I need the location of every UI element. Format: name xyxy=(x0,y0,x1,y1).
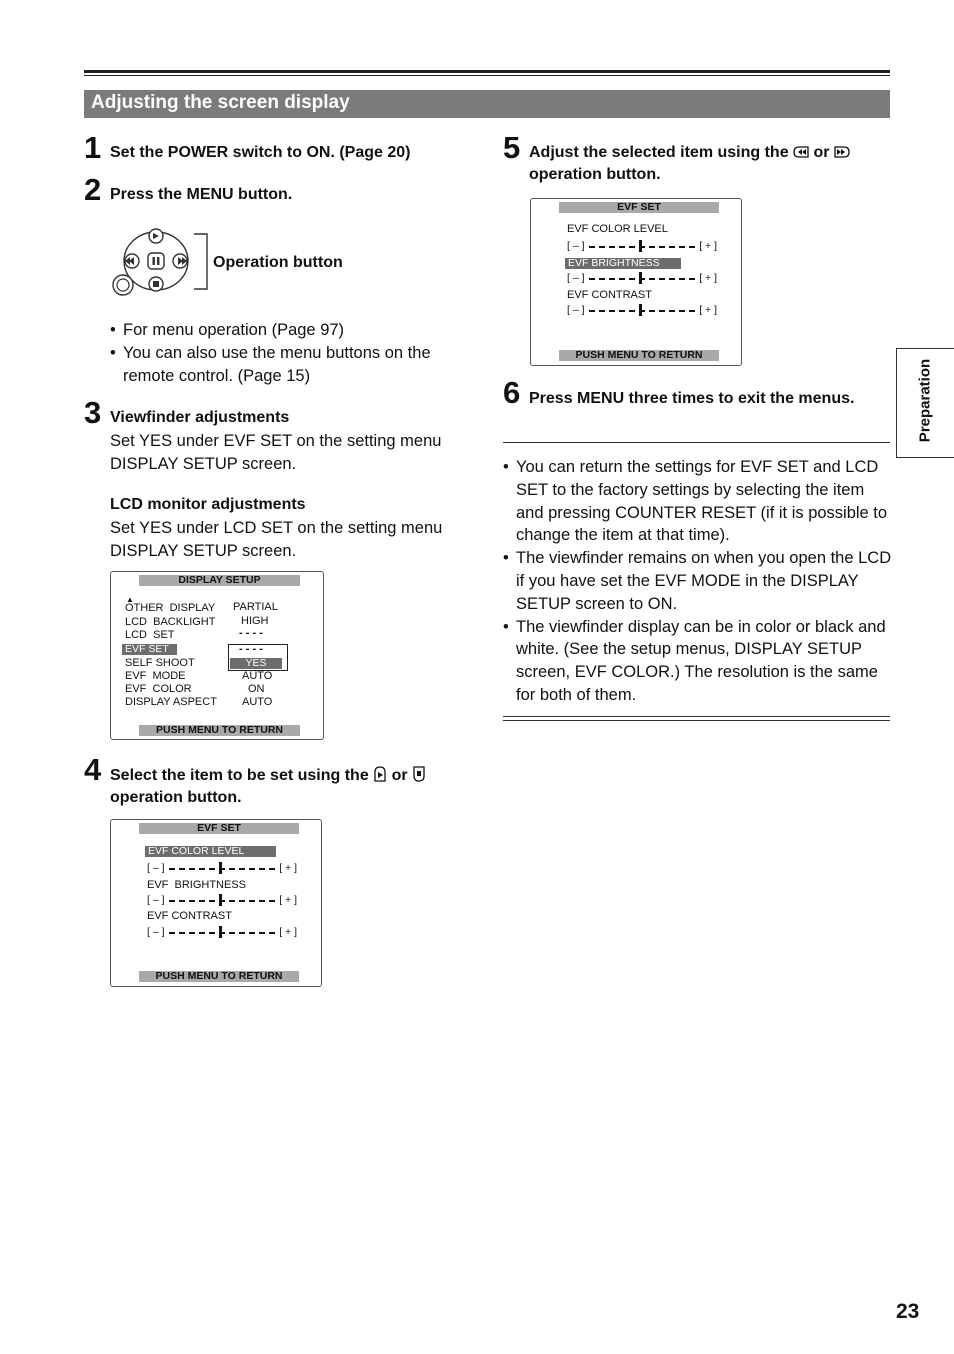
step-5-text-a: Adjust the selected item using the xyxy=(529,144,789,161)
menu-row-value: AUTO xyxy=(242,696,273,708)
scale-marker xyxy=(219,926,222,938)
screen-footer: PUSH MENU TO RETURN xyxy=(139,725,300,736)
chapter-tab-label: Preparation xyxy=(916,358,934,443)
menu-row-value: - - - - xyxy=(239,643,263,655)
step-3-sub-body: Set YES under LCD SET on the setting menu DISPLAY SETUP screen. xyxy=(110,519,443,560)
menu-row-label: EVF MODE xyxy=(125,670,186,682)
step-4-or: or xyxy=(391,767,408,784)
menu-row-value: - - - - xyxy=(239,627,263,639)
step-6-number: 6 xyxy=(503,375,521,410)
notes-rule-top xyxy=(503,442,890,443)
step-4-text-a: Select the item to be set using the xyxy=(110,767,369,784)
scale-track xyxy=(589,246,695,248)
step-3-number: 3 xyxy=(84,395,102,430)
scale-minus-label: [ – ] xyxy=(147,894,165,906)
fast-forward-button-icon xyxy=(834,145,850,159)
screen-footer: PUSH MENU TO RETURN xyxy=(559,350,719,361)
level-scale xyxy=(147,894,297,906)
menu-row-value: ON xyxy=(248,683,265,695)
notes-rule-bottom xyxy=(503,716,890,717)
step-5-number: 5 xyxy=(503,130,521,165)
scale-marker xyxy=(219,862,222,874)
menu-row-label: LCD SET xyxy=(125,629,175,641)
menu-row-value: PARTIAL xyxy=(233,601,278,613)
scale-plus-label: [ + ] xyxy=(279,862,297,874)
scale-minus-label: [ – ] xyxy=(147,862,165,874)
header-rule-thin xyxy=(84,75,890,76)
step-2-number: 2 xyxy=(84,172,102,207)
level-scale xyxy=(567,240,717,252)
bullet-item: • You can also use the menu buttons on the remote control. (Page 15) xyxy=(110,342,455,388)
option-selected: YES xyxy=(230,658,282,669)
note-item: • The viewfinder display can be in color or black and white. (See the setup menus, DISPLAY SETUP screen, EVF COLOR.) The resolution is the same for both of them. xyxy=(503,616,892,707)
scroll-up-icon: ▲ xyxy=(126,595,134,604)
step-2-bullets xyxy=(110,319,455,387)
operation-button-icon xyxy=(110,226,214,300)
level-scale xyxy=(147,926,297,938)
menu-row-label: EVF COLOR xyxy=(125,683,192,695)
scale-track xyxy=(169,868,275,870)
scale-plus-label: [ + ] xyxy=(699,240,717,252)
note-item: • The viewfinder remains on when you open the LCD if you have set the EVF MODE in the DISPLAY SETUP screen to ON. xyxy=(503,547,892,615)
step-5-or: or xyxy=(813,144,830,161)
screen-title: EVF SET xyxy=(139,823,299,834)
scale-marker xyxy=(639,240,642,252)
note-item: • You can return the settings for EVF SET and LCD SET to the factory settings by selecting the item and pressing COUNTER RESET (if it is possible to change the item at that time). xyxy=(503,456,892,547)
menu-row-label: LCD BACKLIGHT xyxy=(125,616,216,628)
display-setup-screen xyxy=(110,571,324,740)
page-number: 23 xyxy=(896,1300,920,1323)
step-1-number: 1 xyxy=(84,130,102,165)
screen-title: DISPLAY SETUP xyxy=(139,575,300,586)
evf-set-screen-brightness xyxy=(530,198,742,366)
step-4-text-b: operation button. xyxy=(110,789,242,806)
step-5-text-b: operation button. xyxy=(529,166,661,183)
step-4-number: 4 xyxy=(84,752,102,787)
evf-set-screen-color-level xyxy=(110,819,322,987)
scale-plus-label: [ + ] xyxy=(699,272,717,284)
step-5-text xyxy=(529,142,889,186)
level-scale xyxy=(147,862,297,874)
scale-minus-label: [ – ] xyxy=(567,304,585,316)
scale-plus-label: [ + ] xyxy=(279,894,297,906)
scale-plus-label: [ + ] xyxy=(279,926,297,938)
step-3-subtitle: LCD monitor adjustments xyxy=(110,496,306,513)
menu-row-value: AUTO xyxy=(242,670,273,682)
step-3-text: Viewfinder adjustments xyxy=(110,409,290,426)
up-button-icon xyxy=(373,766,387,782)
step-6-text: Press MENU three times to exit the menus. xyxy=(529,390,855,407)
scale-minus-label: [ – ] xyxy=(147,926,165,938)
screen-footer: PUSH MENU TO RETURN xyxy=(139,971,299,982)
scale-track xyxy=(589,310,695,312)
menu-row-label: EVF CONTRAST xyxy=(147,910,232,922)
menu-row-label: DISPLAY ASPECT xyxy=(125,696,217,708)
menu-row-label: EVF COLOR LEVEL xyxy=(567,223,668,235)
scale-marker xyxy=(639,272,642,284)
operation-button-label: Operation button xyxy=(213,254,343,271)
scale-minus-label: [ – ] xyxy=(567,240,585,252)
header-rule xyxy=(84,70,890,73)
scale-track xyxy=(169,932,275,934)
menu-row-selected: EVF COLOR LEVEL xyxy=(145,846,276,857)
step-1-text: Set the POWER switch to ON. (Page 20) xyxy=(110,144,411,161)
step-3-body: Set YES under EVF SET on the setting menu DISPLAY SETUP screen. xyxy=(110,432,442,473)
rewind-button-icon xyxy=(793,145,809,159)
step-2-text: Press the MENU button. xyxy=(110,186,293,203)
notes-list xyxy=(503,456,892,707)
section-title: Adjusting the screen display xyxy=(91,92,350,113)
menu-row-label: EVF BRIGHTNESS xyxy=(147,879,247,891)
scale-minus-label: [ – ] xyxy=(567,272,585,284)
notes-rule-bottom-2 xyxy=(503,720,890,721)
scale-track xyxy=(589,278,695,280)
menu-row-value: HIGH xyxy=(241,615,269,627)
screen-title: EVF SET xyxy=(559,202,719,213)
scale-plus-label: [ + ] xyxy=(699,304,717,316)
step-4-text xyxy=(110,765,460,809)
menu-row-selected: EVF BRIGHTNESS xyxy=(565,258,681,269)
bullet-item: • For menu operation (Page 97) xyxy=(110,319,455,342)
scale-marker xyxy=(219,894,222,906)
menu-row-label: OTHER DISPLAY xyxy=(125,602,216,614)
level-scale xyxy=(567,304,717,316)
down-button-icon xyxy=(412,766,426,782)
menu-row-label: SELF SHOOT xyxy=(125,657,195,669)
scale-marker xyxy=(639,304,642,316)
level-scale xyxy=(567,272,717,284)
menu-row-label: EVF CONTRAST xyxy=(567,289,652,301)
menu-row-selected: EVF SET xyxy=(122,644,177,655)
scale-track xyxy=(169,900,275,902)
